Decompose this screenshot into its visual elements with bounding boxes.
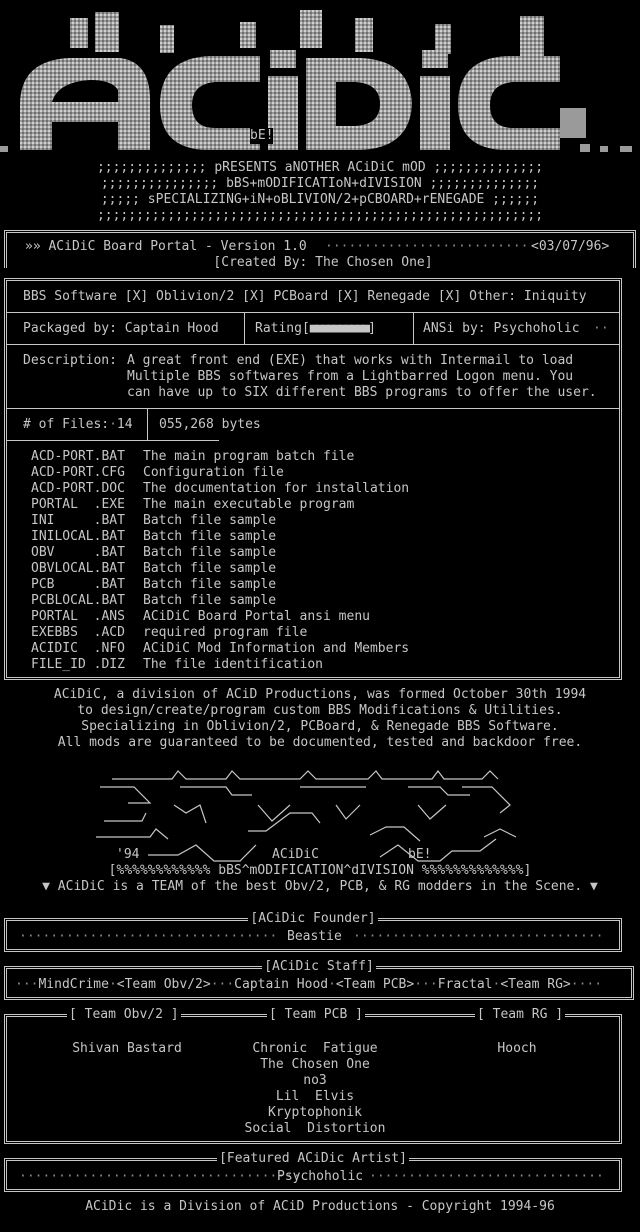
ascii-art-logo xyxy=(0,765,640,865)
art-tag: bE! xyxy=(408,847,432,862)
staff-member-team: <Team PCB> xyxy=(335,977,415,992)
art-name: ACiDiC xyxy=(272,847,319,862)
file-name: ACD-PORT.BAT xyxy=(31,449,125,464)
staff-row xyxy=(15,977,602,993)
artist-dots-left: ···································· xyxy=(19,1169,301,1184)
about-line-1: ACiDiC, a division of ACiD Productions, was formed October 30th 1994 xyxy=(53,687,587,702)
artist-box xyxy=(4,1151,622,1192)
staff-member-name: Captain Hood xyxy=(234,977,329,992)
file-desc: required program file xyxy=(143,625,308,640)
description-line-3: can have up to SIX different BBS programs to offer the user. xyxy=(127,385,597,400)
founder-dots-right: ································ xyxy=(353,929,604,944)
staff-member-name: MindCrime xyxy=(38,977,109,992)
rating xyxy=(255,321,376,337)
file-name: PORTAL .EXE xyxy=(31,497,125,512)
staff-box xyxy=(4,959,634,1000)
file-name: ACD-PORT.CFG xyxy=(31,465,125,480)
founder-box xyxy=(4,911,622,952)
file-desc: Batch file sample xyxy=(143,529,277,544)
art-tagline: ▼ ACiDiC is a TEAM of the best Obv/2, PCB, & RG modders in the Scene. ▼ xyxy=(42,879,598,894)
founder-dots-left: ································· xyxy=(19,929,278,944)
logo-tag: bE! xyxy=(250,128,274,143)
file-desc: Batch file sample xyxy=(143,577,277,592)
file-desc: The documentation for installation xyxy=(143,481,410,496)
teams-box xyxy=(4,1007,622,1144)
file-name: ACD-PORT.DOC xyxy=(31,481,125,496)
acidic-logo xyxy=(0,10,640,155)
ansi-dots: ·· xyxy=(593,321,609,336)
file-name: PORTAL .ANS xyxy=(31,609,125,624)
file-desc: Batch file sample xyxy=(143,561,277,576)
team-rg-title: [ Team RG ] xyxy=(477,1007,564,1022)
staff-dots: ···· xyxy=(570,977,603,992)
description-line-1: A great front end (EXE) that works with Intermail to load xyxy=(127,353,574,368)
file-name: INILOCAL.BAT xyxy=(31,529,125,544)
portal-title-dots: ·························· xyxy=(325,239,529,254)
file-name: OBVLOCAL.BAT xyxy=(31,561,125,576)
staff-member-team: <Team Obv/2> xyxy=(116,977,211,992)
team-member: Social Distortion xyxy=(244,1121,386,1136)
team-member: no3 xyxy=(303,1073,327,1088)
header-line-3: ;;;;; sPECIALIZING+iN+oBLIVION/2+pCBOARD+rENEGADE ;;;;;; xyxy=(100,192,540,207)
team-obv-members xyxy=(27,1041,227,1057)
about-line-4: All mods are guaranteed to be documented, tested and backdoor free. xyxy=(57,735,583,750)
ansi-by: ANSi by: Psychoholic xyxy=(423,321,580,336)
about-line-3: Specializing in Oblivion/2, PCBoard, & Renegade BBS Software. xyxy=(81,719,559,734)
rating-bar: ■■■■■■■■■■ xyxy=(309,321,369,336)
file-desc: Configuration file xyxy=(143,465,284,480)
team-member: Shivan Bastard xyxy=(72,1041,182,1056)
description-line-2: Multiple BBS softwares from a Lightbarred Logon menu. You xyxy=(127,369,574,384)
staff-dots: · xyxy=(328,977,336,992)
file-desc: Batch file sample xyxy=(143,593,277,608)
info-box xyxy=(4,278,622,680)
software-line: BBS Software [X] Oblivion/2 [X] PCBoard [X] Renegade [X] Other: Iniquity xyxy=(23,289,587,304)
artist-title: [Featured ACiDic Artist] xyxy=(219,1151,407,1166)
team-member: Chronic Fatigue xyxy=(252,1041,378,1056)
ascii-art-lines xyxy=(0,765,640,865)
art-banner: [%%%%%%%%%%%% bBS^mODIFICATION^dIVISION %%%%%%%%%%%%%] xyxy=(108,863,532,878)
staff-dots: · xyxy=(108,977,117,992)
portal-date: <03/07/96> xyxy=(531,239,610,254)
file-name: FILE_ID .DIZ xyxy=(31,657,125,672)
acidic-logo-art xyxy=(0,10,640,155)
file-desc: Batch file sample xyxy=(143,545,277,560)
founder-name: Beastie xyxy=(287,929,342,944)
team-member: Hooch xyxy=(497,1041,537,1056)
staff-dots: ··· xyxy=(15,977,39,992)
staff-dots: ··· xyxy=(414,977,438,992)
file-name: PCBLOCAL.BAT xyxy=(31,593,125,608)
file-desc: ACiDiC Board Portal ansi menu xyxy=(143,609,370,624)
file-desc: Batch file sample xyxy=(143,513,277,528)
header-line-4: ;;;;;;;;;;;;;;;;;;;;;;;;;;;;;;;;;;;;;;;;;;;;;;;;;;;;;;;;; xyxy=(96,208,544,223)
file-name: PCB .BAT xyxy=(31,577,125,592)
file-desc: The main program batch file xyxy=(143,449,355,464)
team-pcb-title: [ Team PCB ] xyxy=(269,1007,363,1022)
staff-member-team: <Team RG> xyxy=(500,977,571,992)
art-year: '94 xyxy=(116,847,140,862)
portal-created: [Created By: The Chosen One] xyxy=(213,255,433,270)
files-count-label: # of Files: xyxy=(23,417,110,432)
file-desc: The file identification xyxy=(143,657,324,672)
file-name: ACIDIC .NFO xyxy=(31,641,125,656)
files-bytes: 055,268 bytes xyxy=(159,417,261,432)
file-desc: ACiDiC Mod Information and Members xyxy=(143,641,410,656)
team-obv-title: [ Team Obv/2 ] xyxy=(69,1007,179,1022)
file-name: EXEBBS .ACD xyxy=(31,625,125,640)
file-name: INI .BAT xyxy=(31,513,125,528)
files-count-value: 14 xyxy=(116,417,133,432)
team-member: The Chosen One xyxy=(260,1057,370,1072)
staff-dots: ··· xyxy=(210,977,235,992)
rating-end: ] xyxy=(368,321,376,336)
staff-member-name: Fractal xyxy=(437,977,493,992)
team-member: Lil Elvis xyxy=(275,1089,355,1104)
artist-dots-right: ······························ xyxy=(369,1169,604,1184)
portal-title-box xyxy=(4,230,636,268)
artist-name: Psychoholic xyxy=(277,1169,364,1184)
rating-label: Rating[ xyxy=(255,321,310,336)
portal-title: »» ACiDiC Board Portal - Version 1.0 xyxy=(25,239,307,254)
founder-title: [ACiDic Founder] xyxy=(250,911,376,926)
header-line-2: ;;;;;;;;;;;;;;; bBS+mODIFICATIoN+dIVISION ;;;;;;;;;;;;;; xyxy=(100,176,540,191)
description-label: Description: xyxy=(23,353,117,368)
team-rg-members xyxy=(417,1041,617,1057)
staff-title: [ACiDic Staff] xyxy=(264,959,374,974)
footer: ACiDic is a Division of ACiD Productions - Copyright 1994-96 xyxy=(85,1199,555,1214)
header-line-1: ;;;;;;;;;;;;;; pRESENTS aNOTHER ACiDiC mOD ;;;;;;;;;;;;;; xyxy=(96,160,544,175)
files-count: # of Files:·14 xyxy=(23,417,133,432)
file-desc: The main executable program xyxy=(143,497,355,512)
packaged-by: Packaged by: Captain Hood xyxy=(23,321,219,336)
team-member: Kryptophonik xyxy=(268,1105,362,1120)
team-pcb-members xyxy=(207,1041,423,1137)
staff-dots: · xyxy=(492,977,501,992)
about-line-2: to design/create/program custom BBS Modifications & Utilities. xyxy=(77,703,563,718)
file-name: OBV .BAT xyxy=(31,545,125,560)
